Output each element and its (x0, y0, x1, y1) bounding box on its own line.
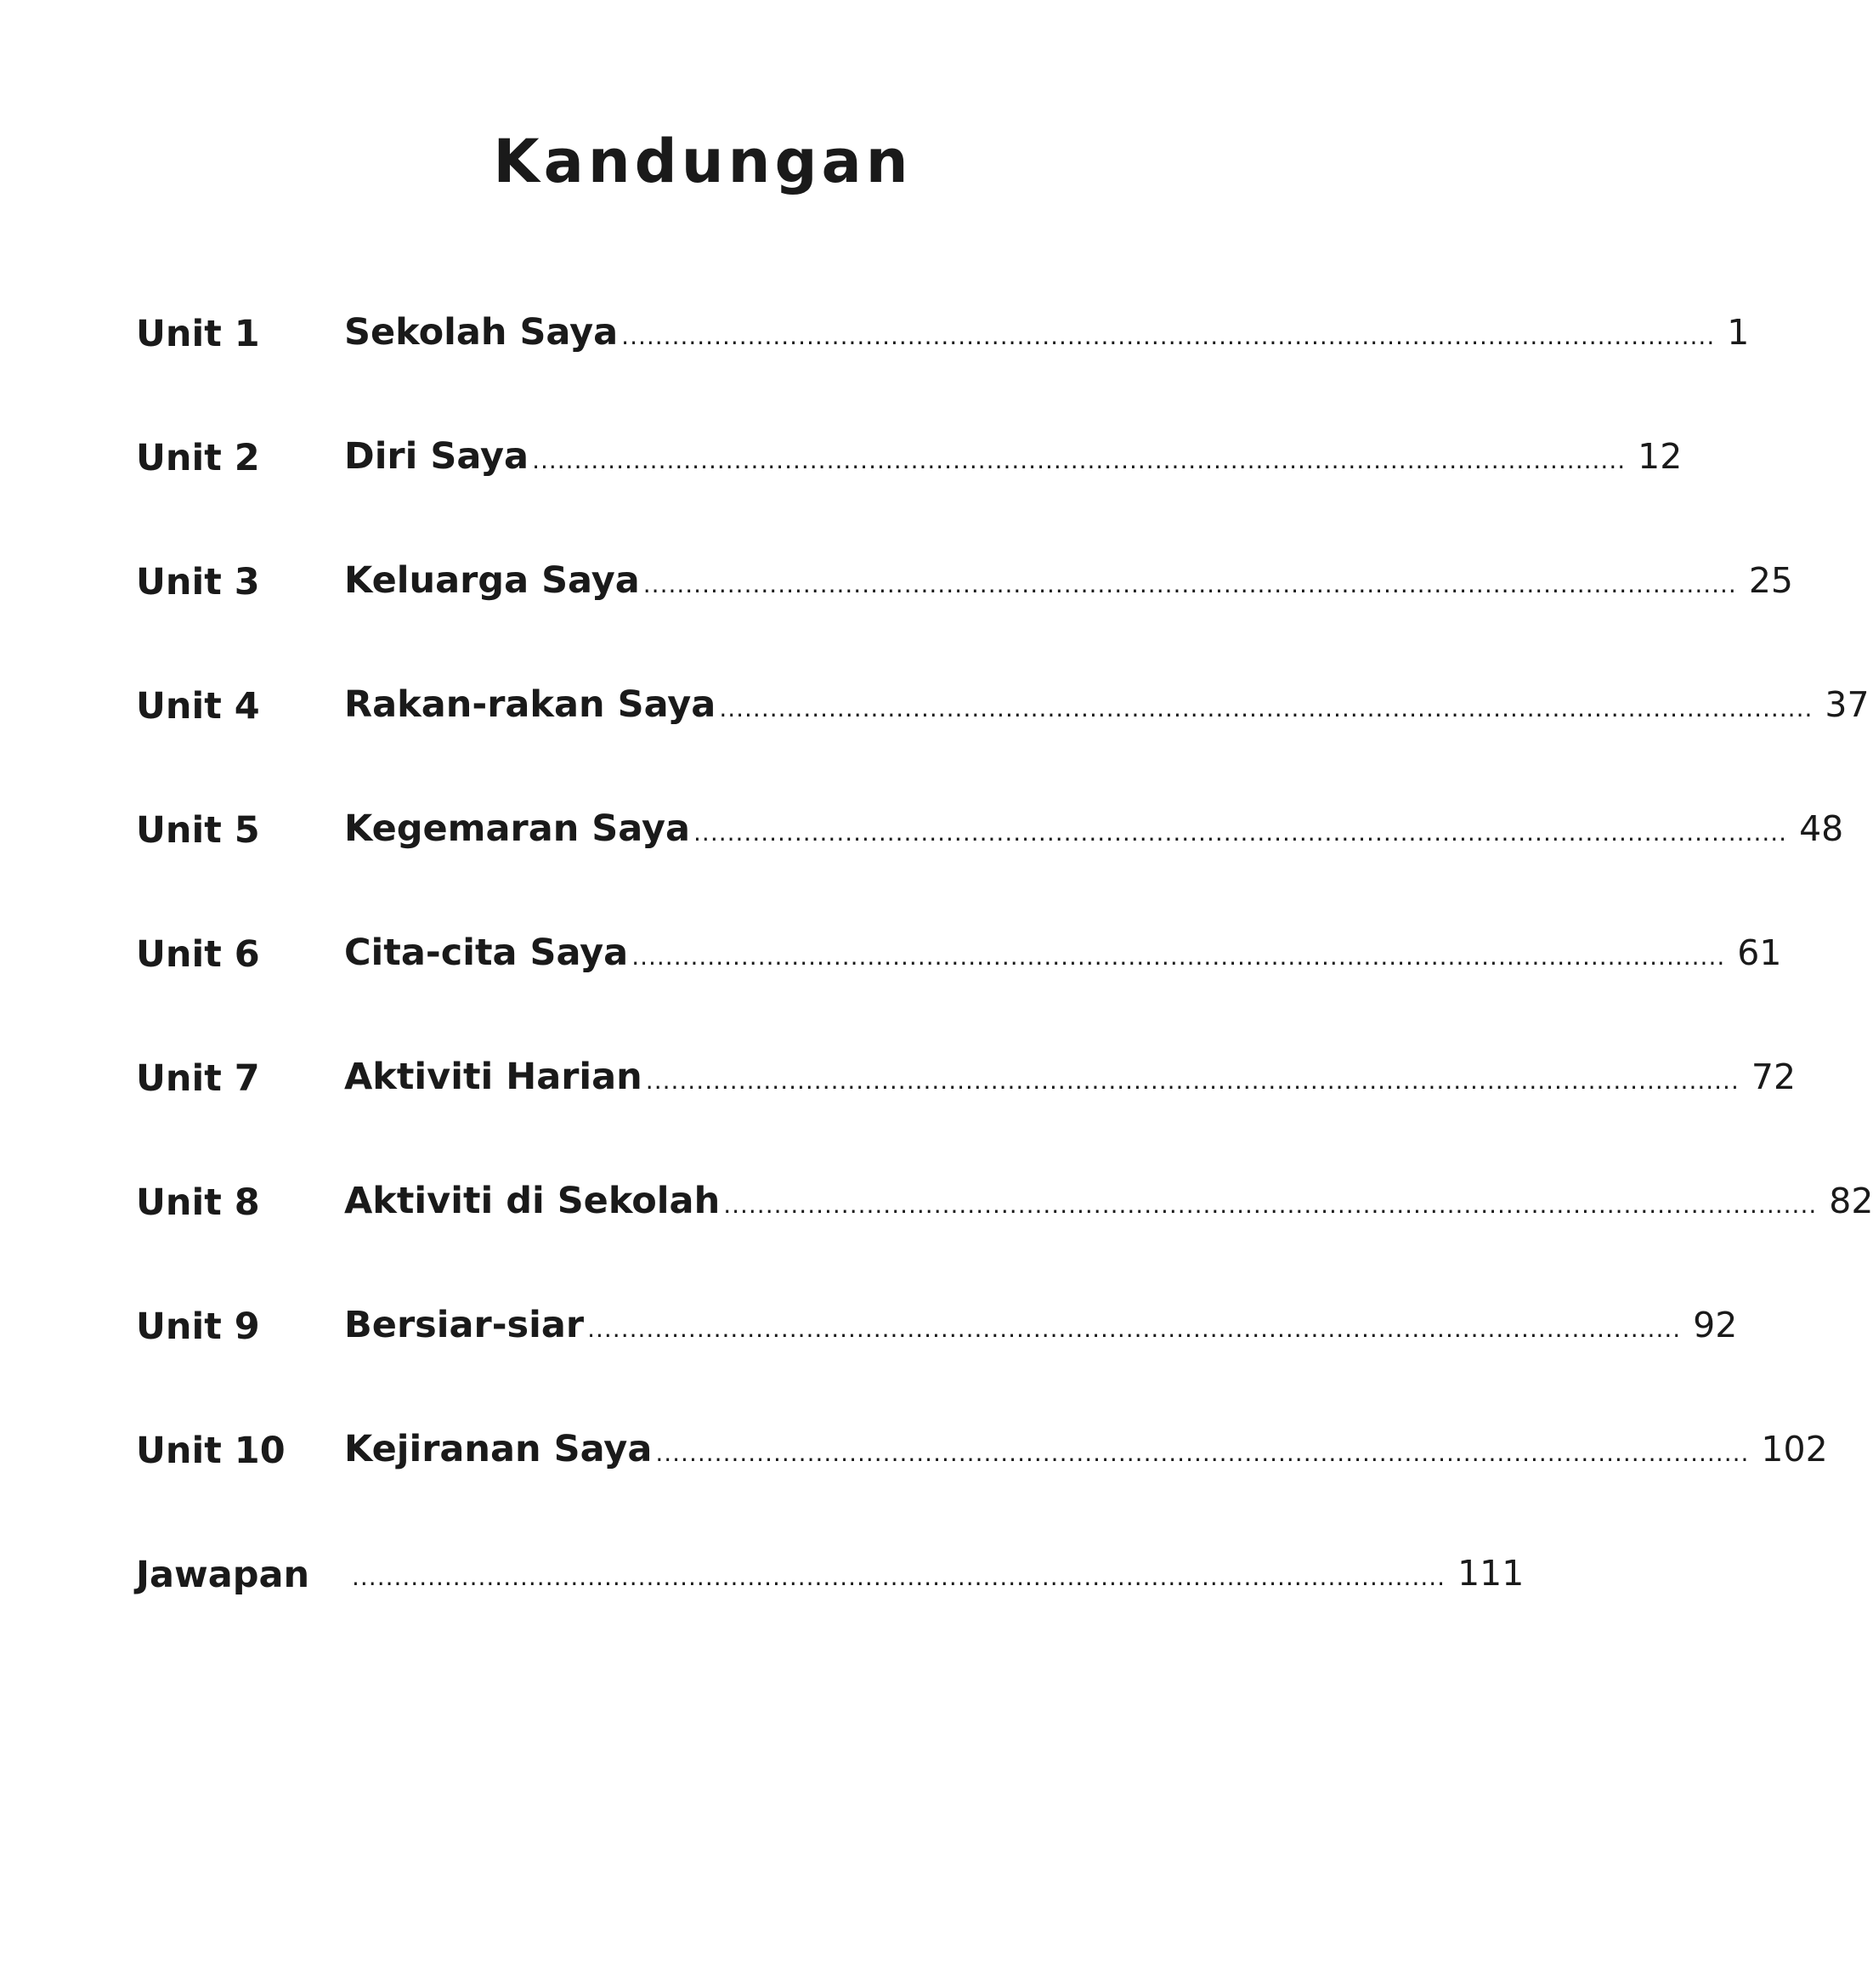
chapter-line (344, 431, 1683, 486)
dot-leader: .................................................................................................................................. (645, 1066, 1740, 1095)
chapter-title: Bersiar-siar (344, 1303, 585, 1346)
toc-entry[interactable] (136, 272, 1750, 396)
chapter-title: Diri Saya (344, 434, 529, 478)
page-number: 111 (1457, 1552, 1525, 1594)
unit-label: Unit 10 (136, 1430, 286, 1472)
unit-label: Unit 3 (136, 561, 260, 603)
toc-entry[interactable] (136, 644, 1870, 768)
dot-leader: .................................................................................................................................. (719, 694, 1814, 722)
page-title: Kandungan (493, 127, 913, 196)
chapter-line (344, 927, 1782, 983)
page-number: 72 (1751, 1056, 1797, 1097)
dot-leader: .................................................................................................................................. (352, 1562, 1446, 1591)
unit-label: Unit 7 (136, 1057, 260, 1100)
dot-leader: .................................................................................................................................. (631, 942, 1726, 971)
toc-entry[interactable] (136, 1141, 1873, 1265)
page-number: 92 (1693, 1304, 1738, 1345)
page-number: 102 (1761, 1428, 1828, 1470)
page-number: 25 (1748, 559, 1794, 601)
table-of-contents (136, 272, 1873, 1637)
page-number: 12 (1638, 435, 1683, 477)
answers-label: Jawapan (136, 1554, 310, 1596)
unit-label: Unit 8 (136, 1181, 260, 1224)
page-number: 82 (1829, 1180, 1873, 1221)
chapter-title: Cita-cita Saya (344, 931, 629, 974)
unit-label: Unit 4 (136, 685, 260, 728)
page-number: 1 (1727, 311, 1750, 353)
dot-leader: .................................................................................................................................. (723, 1190, 1818, 1219)
toc-entry[interactable] (136, 396, 1683, 520)
unit-label: Unit 5 (136, 809, 260, 852)
chapter-line (344, 555, 1794, 610)
chapter-line (344, 1424, 1828, 1479)
chapter-title: Sekolah Saya (344, 310, 619, 354)
dot-leader: .................................................................................................................................. (532, 445, 1627, 474)
dot-leader: .................................................................................................................................. (621, 321, 1716, 350)
dot-leader: .................................................................................................................................. (693, 818, 1788, 847)
dot-leader: .................................................................................................................................. (587, 1314, 1682, 1343)
page-number: 37 (1825, 683, 1870, 725)
toc-entry[interactable] (136, 892, 1782, 1017)
chapter-title: Aktiviti di Sekolah (344, 1179, 721, 1222)
unit-label: Unit 9 (136, 1306, 260, 1348)
chapter-title: Keluarga Saya (344, 558, 640, 602)
dot-leader: .................................................................................................................................. (642, 569, 1737, 598)
page-number: 61 (1737, 932, 1782, 973)
chapter-line (344, 307, 1750, 362)
chapter-title: Kejiranan Saya (344, 1427, 653, 1470)
unit-label: Unit 2 (136, 437, 260, 479)
dot-leader: .................................................................................................................................. (655, 1438, 1750, 1467)
chapter-line (344, 1175, 1873, 1231)
toc-entry[interactable] (136, 520, 1794, 644)
chapter-line (344, 1300, 1738, 1355)
toc-entry[interactable] (136, 1017, 1797, 1141)
toc-entry[interactable] (136, 768, 1844, 892)
toc-entry-answers[interactable] (136, 1513, 1525, 1637)
page-number: 48 (1799, 807, 1844, 849)
toc-entry[interactable] (136, 1265, 1738, 1389)
chapter-line (348, 1548, 1525, 1603)
chapter-title: Rakan-rakan Saya (344, 682, 716, 726)
chapter-line (344, 803, 1844, 858)
toc-entry[interactable] (136, 1389, 1828, 1513)
chapter-line (344, 1051, 1797, 1107)
unit-label: Unit 6 (136, 933, 260, 976)
chapter-line (344, 679, 1870, 734)
chapter-title: Kegemaran Saya (344, 807, 691, 850)
chapter-title: Aktiviti Harian (344, 1055, 642, 1098)
unit-label: Unit 1 (136, 313, 260, 355)
